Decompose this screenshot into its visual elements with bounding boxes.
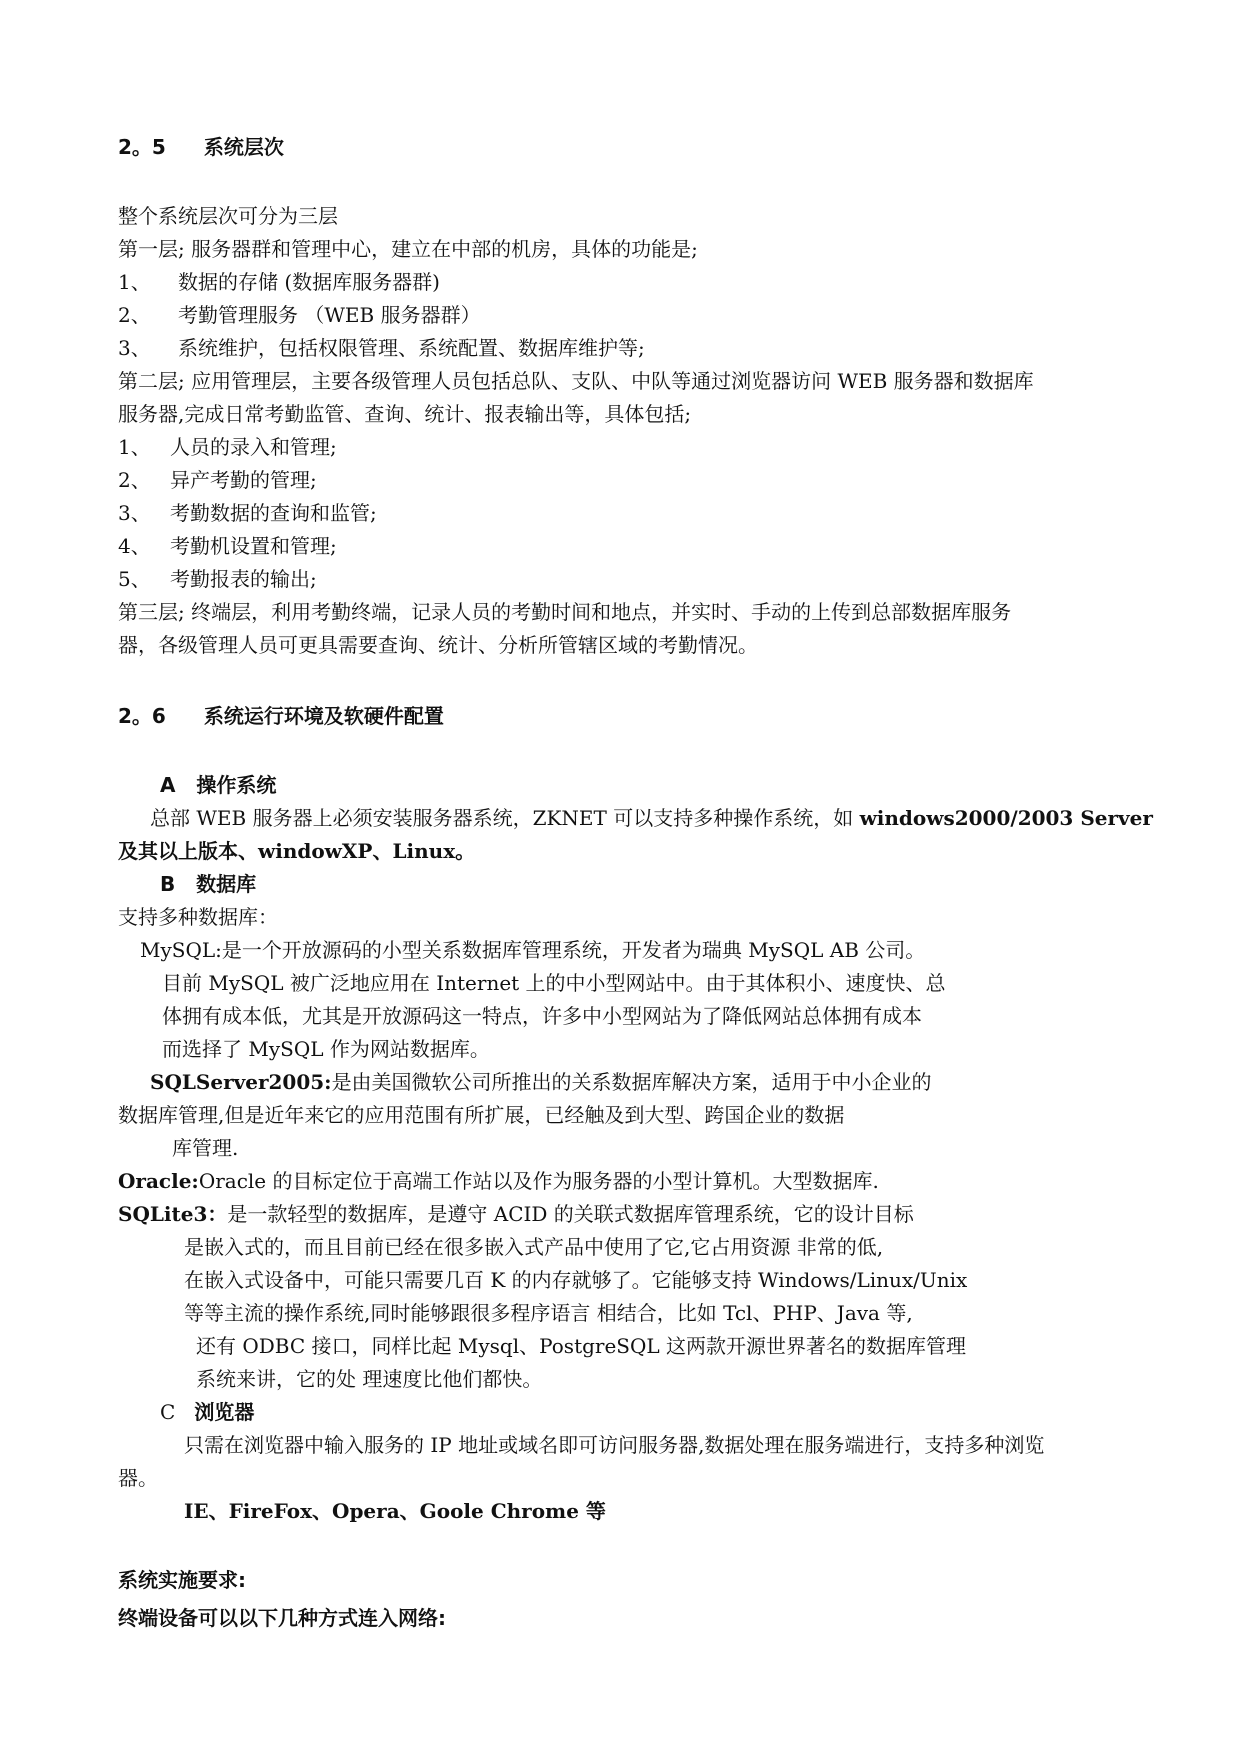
paragraph: 数据库管理,但是近年来它的应用范围有所扩展，已经触及到大型、跨国企业的数据 <box>118 1103 845 1127</box>
paragraph: 只需在浏览器中输入服务的 IP 地址或域名即可访问服务器,数据处理在服务端进行，支持多种浏览 <box>184 1433 1045 1457</box>
paragraph: 支持多种数据库： <box>118 905 278 929</box>
paragraph: 服务器,完成日常考勤监管、查询、统计、报表输出等，具体包括; <box>118 402 692 426</box>
list-item: 2、 异产考勤的管理; <box>118 468 317 492</box>
subheading-os: A 操作系统 <box>160 773 277 797</box>
paragraph: 等等主流的操作系统,同时能够跟很多程序语言 相结合，比如 Tcl、PHP、Java 等, <box>184 1301 913 1325</box>
paragraph: 目前 MySQL 被广泛地应用在 Internet 上的中小型网站中。由于其体积小、速度快、总 <box>162 971 946 995</box>
section-heading-2-5: 2。5 系统层次 <box>118 135 284 159</box>
paragraph: 而选择了 MySQL 作为网站数据库。 <box>162 1037 490 1061</box>
list-item: 4、 考勤机设置和管理; <box>118 534 337 558</box>
section-heading-2-6: 2。6 系统运行环境及软硬件配置 <box>118 704 444 728</box>
list-item: 3、 系统维护，包括权限管理、系统配置、数据库维护等; <box>118 336 645 360</box>
list-item: 1、 人员的录入和管理; <box>118 435 337 459</box>
paragraph: 系统来讲，它的处 理速度比他们都快。 <box>196 1367 543 1391</box>
paragraph: 是嵌入式的，而且目前已经在很多嵌入式产品中使用了它,它占用资源 非常的低, <box>184 1235 884 1259</box>
list-item: 5、 考勤报表的输出; <box>118 567 317 591</box>
paragraph: 器，各级管理人员可更具需要查询、统计、分析所管辖区域的考勤情况。 <box>118 633 758 657</box>
paragraph: 体拥有成本低，尤其是开放源码这一特点，许多中小型网站为了降低网站总体拥有成本 <box>162 1004 922 1028</box>
list-item: 3、 考勤数据的查询和监管; <box>118 501 377 525</box>
paragraph: 还有 ODBC 接口，同样比起 Mysql、PostgreSQL 这两款开源世界著名的数据库管理 <box>196 1334 967 1358</box>
paragraph: 第二层; 应用管理层，主要各级管理人员包括总队、支队、中队等通过浏览器访问 WEB 服务器和数据库 <box>118 369 1034 393</box>
paragraph: 在嵌入式设备中，可能只需要几百 K 的内存就够了。它能够支持 Windows/Linux/Unix <box>184 1268 968 1292</box>
paragraph: 总部 WEB 服务器上必须安装服务器系统，ZKNET 可以支持多种操作系统，如 windows2000/2003 Server <box>150 806 1153 830</box>
paragraph: IE、FireFox、Opera、Goole Chrome 等 <box>184 1499 606 1523</box>
paragraph: 第一层; 服务器群和管理中心，建立在中部的机房，具体的功能是; <box>118 237 698 261</box>
paragraph: 器。 <box>118 1466 158 1490</box>
paragraph: 整个系统层次可分为三层 <box>118 204 338 228</box>
paragraph: 库管理. <box>172 1136 239 1160</box>
paragraph: SQLite3：是一款轻型的数据库，是遵守 ACID 的关联式数据库管理系统，它的设计目标 <box>118 1202 914 1226</box>
heading-network: 终端设备可以以下几种方式连入网络: <box>118 1606 446 1630</box>
subheading-database: B 数据库 <box>160 872 257 896</box>
paragraph: Oracle:Oracle 的目标定位于高端工作站以及作为服务器的小型计算机。大型数据库. <box>118 1169 879 1193</box>
paragraph: MySQL:是一个开放源码的小型关系数据库管理系统，开发者为瑞典 MySQL AB 公司。 <box>140 938 926 962</box>
heading-requirements: 系统实施要求: <box>118 1568 246 1592</box>
list-item: 1、 数据的存储 (数据库服务器群) <box>118 270 440 294</box>
paragraph: 及其以上版本、windowXP、Linux。 <box>118 839 476 863</box>
paragraph: SQLServer2005:是由美国微软公司所推出的关系数据库解决方案，适用于中小企业的 <box>150 1070 932 1094</box>
paragraph: 第三层; 终端层，利用考勤终端，记录人员的考勤时间和地点，并实时、手动的上传到总部数据库服务 <box>118 600 1012 624</box>
list-item: 2、 考勤管理服务 （WEB 服务器群） <box>118 303 481 327</box>
subheading-browser: C 浏览器 <box>160 1400 255 1424</box>
